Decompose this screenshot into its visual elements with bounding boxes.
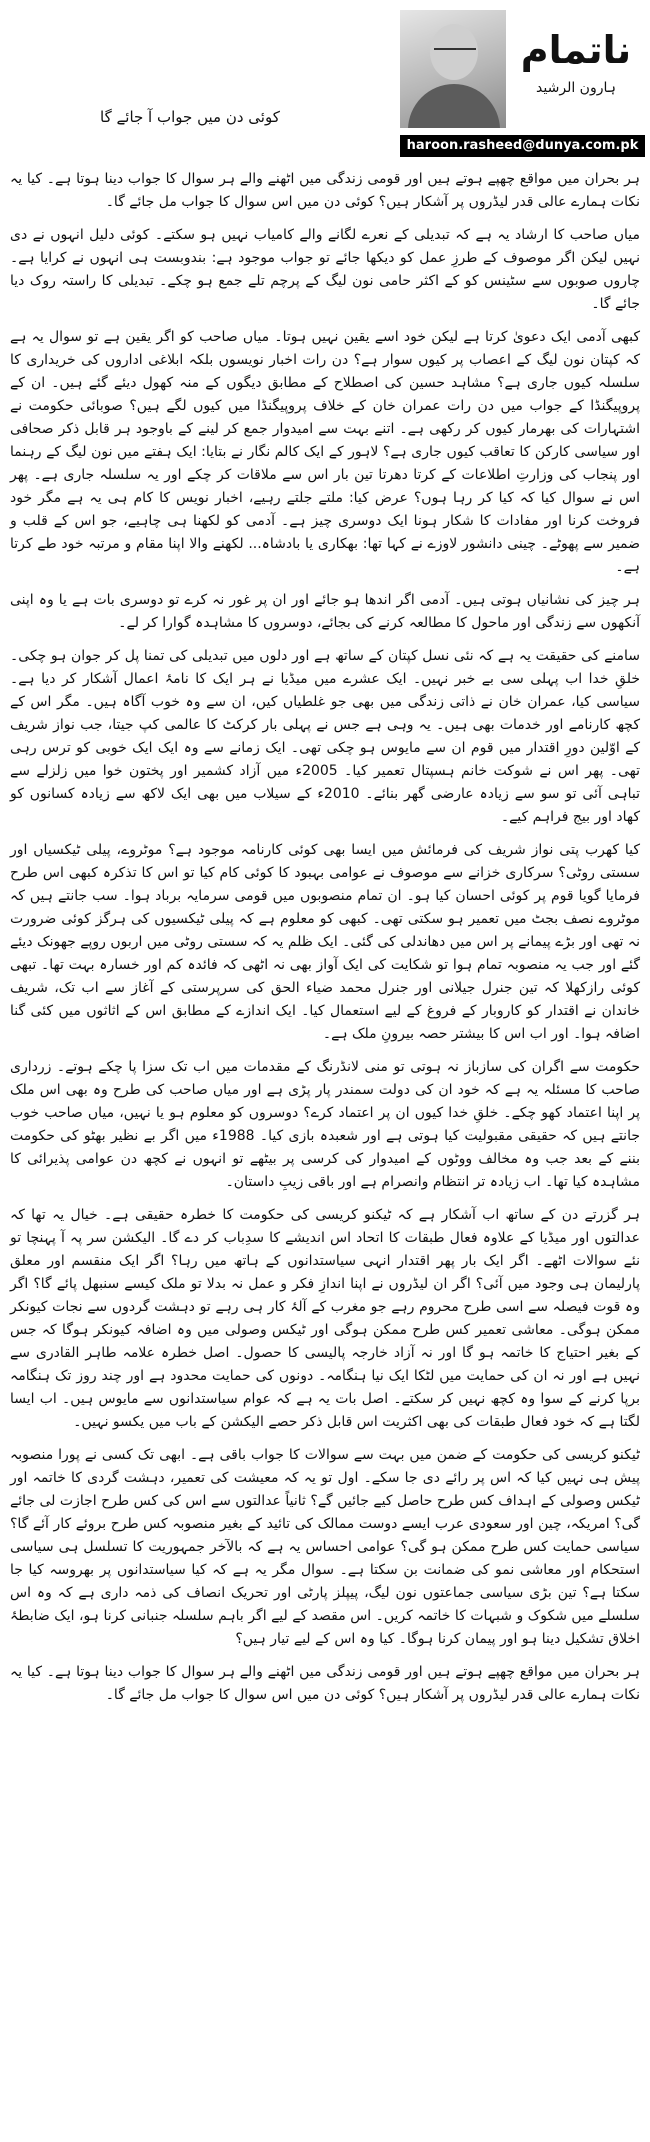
column-header [0,0,650,170]
column-brand [507,10,645,134]
column-headline: کوئی دن میں جواب آ جائے گا [100,108,280,126]
paragraph: کیا کھرب پتی نواز شریف کی فرمائش میں ایسا بھی کوئی کارنامہ موجود ہے؟ موٹروے، پیلی ٹیکسیاں اور سستی روٹی؟ سرکاری خزانے سے موصوف نے عوامی بہبود کا کوئی کام کیا تو اس کا تذکرہ کبھی اس طرح فرمایا گویا قوم پر کوئی احسان کیا ہو۔ ان تمام منصوبوں میں قومی سرمایہ برباد ہوا۔ سب جانتے ہیں کہ موٹروے نصف بجٹ میں تعمیر ہو سکتی تھی۔ کبھی کو معلوم ہے کہ پیلی ٹیکسیوں کی ہرگز کوئی ضرورت نہ تھی اور بڑے پیمانے پر اس میں دھاندلی کی گئی۔ ایک ظلم یہ کہ سستی روٹی میں اربوں روپے جھونک دیئے گئے اور جب یہ منصوبہ تمام ہوا تو شکایت کی ایک آواز بھی نہ اٹھی کہ فائدہ کم اور خسارہ بہت تھا۔ تبھی کوئی رازکھلا کہ تین جنرل جیلانی اور جنرل محمد ضیاء الحق کی سرپرستی کے آغاز سے اب تک، شریف خاندان نے اقتدار کو کاروبار کے فروغ کے لیے استعمال کیا۔ ایک اندازے کے مطابق اس کے اثاثوں میں کئی گنا اضافہ ہوا۔ اور اب اس کا بیشتر حصہ بیرونِ ملک ہے۔ [10,842,640,1042]
author-name: ہارون الرشید [536,80,616,96]
paragraph: ہر بحران میں مواقع چھپے ہوتے ہیں اور قومی زندگی میں اٹھنے والے ہر سوال کا جواب دینا ہوتا ہے۔ کیا یہ نکات ہمارے عالی قدر لیڈروں پر آشکار ہیں؟ کوئی دن میں اس سوال کا جواب مل جائے گا۔ [10,171,640,210]
column-body [10,168,640,1717]
author-glasses [434,48,476,58]
paragraph: کبھی آدمی ایک دعویٰ کرتا ہے لیکن خود اسے یقین نہیں ہوتا۔ میاں صاحب کو اگر یقین ہے تو سوال یہ ہے کہ کپتان نون لیگ کے اعصاب پر کیوں سوار ہے؟ دن رات اخبار نویسوں بلکہ ابلاغی اداروں کی خریداری کا سلسلہ کیوں جاری ہے؟ مشاہد حسین کی اصطلاح کے مطابق دیگوں کے منہ کھول دیئے گئے ہیں۔ ان کے پروپیگنڈا کے جواب میں دن رات عمران خان کے خلاف پروپیگنڈا میں کیوں لگے ہیں؟ صوبائی حکومت نے اشتہارات کی بھرمار کیوں کر رکھی ہے۔ اتنے بہت سے امیدوار جمع کر لینے کے باوجود ہر قابل ذکر صحافی اور سیاسی کارکن کا تعاقب کیوں جاری ہے؟ لاہور کے ایک کالم نگار نے بتایا: ایک ہفتے میں نون لیگ کے رہنما اور پنجاب کی وزارتِ اطلاعات کے کرتا دھرتا تین بار اس سے ملاقات کر چکے اور یہ سلسلہ جاری ہے۔ پھر اس نے سوال کیا کہ کیا کر رہا ہوں؟ عرض کیا: ملتے جلتے رہیے، اخبار نویس کا کام ہی یہ ہے مگر خود فروخت کرنا اور مفادات کا شکار ہونا ایک دوسری چیز ہے۔ آدمی کو لکھنا ہی چاہیے، جو اس کے قلب و ضمیر سے پھوٹے۔ چینی دانشور لاوزے نے کہا تھا: بھکاری یا بادشاہ... لکھنے والا اپنا مقام و مرتبہ خود طے کرتا ہے۔ [10,329,640,575]
column-name: ناتمام [520,28,632,72]
paragraph: ہر چیز کی نشانیاں ہوتی ہیں۔ آدمی اگر اندھا ہو جائے اور ان پر غور نہ کرے تو دوسری بات ہے یا وہ اپنی آنکھوں سے زندگی اور ماحول کا مطالعہ کرنے کی بجائے، دوسروں کا مشاہدہ گوارا کر لے۔ [10,592,640,631]
paragraph: سامنے کی حقیقت یہ ہے کہ نئی نسل کپتان کے ساتھ ہے اور دلوں میں تبدیلی کی تمنا پل کر جوان ہو چکی۔ خلقِ خدا اب پہلی سی بے خبر نہیں۔ ایک عشرے میں میڈیا نے ہر ایک کا نامۂ اعمال آشکار کر دیا ہے۔ سیاسی کیا، عمران خان نے ذاتی زندگی میں بھی جو غلطیاں کیں، ان سے وہ خوب آگاہ ہیں۔ مگر اس کے کچھ کارنامے اور خدمات بھی ہیں۔ یہ وہی ہے جس نے پہلی بار کرکٹ کا عالمی کپ جیتا، جب نواز شریف کے اوّلین دورِ اقتدار میں قوم ان سے مایوس ہو چکی تھی۔ ایک زمانے سے وہ ایک ایک خوبی کو ترس رہی تھی۔ پھر اس نے شوکت خانم ہسپتال تعمیر کیا۔ 2005ء میں آزاد کشمیر اور پختون خوا میں زلزلے سے تباہی آئی تو سو سے زیادہ عارضی گھر بنائے۔ 2010ء کے سیلاب میں بھی ایک لاکھ سے زیادہ کسانوں کو کھاد اور بیج فراہم کیے۔ [10,648,640,825]
author-photo [400,10,506,128]
paragraph: حکومت سے اگران کی سازباز نہ ہوتی تو منی لانڈرنگ کے مقدمات میں اب تک سزا پا چکے ہوتے۔ زرداری صاحب کا مسئلہ یہ ہے کہ خود ان کی دولت سمندر پار پڑی ہے اور میاں صاحب کی طرح وہ بھی اس ملک پر اپنا اعتماد کھو چکے۔ خلقِ خدا کیوں ان پر اعتماد کرے؟ دوسروں کو معلوم ہو یا نہیں، میاں صاحب خوب جانتے ہیں کہ حقیقی مقبولیت کیا ہوتی ہے اور شعبدہ بازی کیا۔ 1988ء میں اگر بے نظیر بھٹو کی حکومت بننے کے بعد جب وہ مخالف ووٹوں کے امیدوار کی کرسی پر بیٹھے تو انہوں نے کچھ دن عوامی پذیرائی کا مشاہدہ کیا تھا۔ اب زیادہ تر انتظام وانصرام ہے اور باقی زیبِ داستان۔ [10,1059,640,1190]
paragraph: میاں صاحب کا ارشاد یہ ہے کہ تبدیلی کے نعرے لگانے والے کامیاب نہیں ہو سکتے۔ کوئی دلیل انہوں نے دی نہیں لیکن اگر موصوف کے طرزِ عمل کو دیکھا جائے تو جواب موجود ہے: بندوبست ہی انہوں نے کرایا ہے۔ چاروں صوبوں سے سٹینس کو کے اکثر حامی نون لیگ کے پرچم تلے جمع ہو چکے۔ تبدیلی کا راستہ روک دیا جائے گا۔ [10,227,640,312]
author-email: haroon.rasheed@dunya.com.pk [400,135,645,157]
paragraph: ہر گزرتے دن کے ساتھ اب آشکار ہے کہ ٹیکنو کریسی کی حکومت کا خطرہ حقیقی ہے۔ خیال یہ تھا کہ عدالتوں اور میڈیا کے علاوہ فعال طبقات کا اتحاد اس اندیشے کا سدِباب کر دے گا۔ الیکشن سر پہ آ پہنچا تو نئے سوالات اٹھے۔ اگر ایک بار پھر اقتدار انہی سیاستدانوں کے ہاتھ میں رہا؟ اگر ایک منقسم اور معلق پارلیمان ہی وجود میں آئی؟ اگر ان لیڈروں نے اپنا اندازِ فکر و عمل نہ بدلا تو ملک کیسے سنبھل پائے گا؟ اگر وہ قوت فیصلہ سے اسی طرح محروم رہے جو مغرب کے آلۂ کار ہی رہے تو دہشت گردوں سے نجات کیونکر ممکن ہوگی۔ معاشی تعمیر کس طرح ممکن ہوگی اور ٹیکس وصولی میں وہ اضافہ کیونکر ہوگا کہ جس کے بغیر احتیاج کا خاتمہ ہو گا اور نہ آزاد خارجہ پالیسی کا حصول۔ اصل خطرہ علامہ طاہر القادری سے نہیں ہے اور نہ ان کی حمایت میں لٹکا ایک نیا ہنگامہ۔ دونوں کی حمایت محدود ہے اور چند روز تک ہنگامہ برپا کرنے کے سوا وہ کچھ نہیں کر سکتے۔ اصل بات یہ ہے کہ عوام سیاستدانوں سے مایوس ہیں۔ اب ایسا لگتا ہے کہ خود فعال طبقات کی بھی اکثریت اس قابل ذکر حصے الیکشن کے باب میں یکسو نہیں۔ [10,1207,640,1430]
author-shoulders [408,84,500,128]
paragraph: ہر بحران میں مواقع چھپے ہوتے ہیں اور قومی زندگی میں اٹھنے والے ہر سوال کا جواب دینا ہوتا ہے۔ کیا یہ نکات ہمارے عالی قدر لیڈروں پر آشکار ہیں؟ کوئی دن میں اس سوال کا جواب مل جائے گا۔ [10,1664,640,1703]
paragraph: ٹیکنو کریسی کی حکومت کے ضمن میں بہت سے سوالات کا جواب باقی ہے۔ ابھی تک کسی نے پورا منصوبہ پیش ہی نہیں کیا کہ اس پر رائے دی جا سکے۔ اول تو یہ کہ معیشت کی تعمیر، دہشت گردی کا خاتمہ اور ٹیکس وصولی کے اہداف کس طرح حاصل کیے جائیں گے؟ ثانیاً عدالتوں سے اس کی کس طرح اجازت لی جائے گی؟ امریکہ، چین اور سعودی عرب ایسے دوست ممالک کی تائید کے بغیر منصوبہ کس طرح بروئے کار آئے گا؟ سیاسی حمایت کس طرح ممکن ہو گی؟ عوامی احساس یہ ہے کہ بالآخر جمہوریت کا تسلسل ہی سیاسی استحکام اور معاشی نمو کی ضمانت بن سکتا ہے۔ سوال مگر یہ ہے کہ کیا سیاستدانوں پر بھروسہ کیا جا سکتا ہے؟ تین بڑی سیاسی جماعتوں نون لیگ، پیپلز پارٹی اور تحریک انصاف کی ذمہ داری ہے کہ وہ اس سلسلے میں شکوک و شبہات کا خاتمہ کریں۔ اس مقصد کے لیے اگر باہم سلسلہ جنبانی کرنا ہو، ایک ضابطۂ اخلاق تشکیل دینا ہو اور پیمان کرنا ہوگا۔ کیا وہ اس کے لیے تیار ہیں؟ [10,1447,640,1647]
